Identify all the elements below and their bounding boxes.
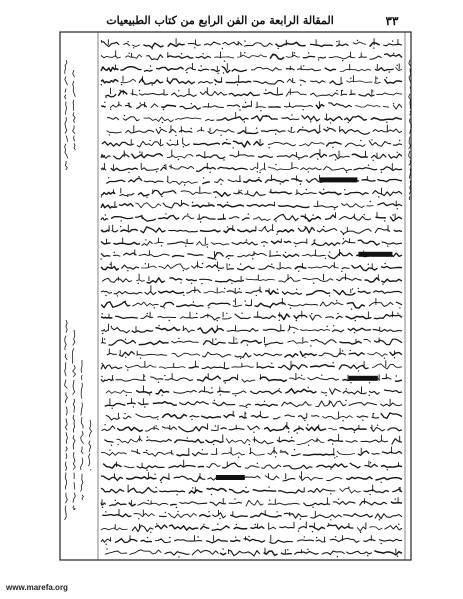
manuscript-line — [101, 50, 402, 61]
margin-note — [73, 70, 76, 150]
manuscript-line — [101, 471, 402, 483]
manuscript-line — [102, 138, 402, 149]
manuscript-line — [106, 411, 402, 422]
manuscript-line — [106, 175, 402, 186]
manuscript-line — [101, 497, 402, 508]
manuscript-line — [101, 522, 402, 534]
page-header: المقالة الرابعة من الفن الرابع من كتاب الطبيعيات — [106, 14, 334, 27]
manuscript-line — [101, 373, 402, 384]
margin-note — [65, 320, 68, 520]
manuscript-line — [101, 285, 402, 296]
manuscript-line — [102, 274, 402, 285]
manuscript-line — [107, 112, 402, 123]
manuscript-line — [101, 360, 402, 371]
page-number: ٣٣ — [385, 14, 399, 28]
manuscript-line — [105, 87, 402, 98]
watermark: www.marefa.org — [6, 583, 68, 592]
manuscript-line — [101, 101, 402, 112]
manuscript-line — [101, 186, 402, 198]
emphasized-word — [216, 475, 245, 480]
emphasized-word — [359, 252, 393, 257]
margin-note — [81, 360, 84, 500]
manuscript-line — [101, 485, 402, 496]
manuscript-line — [101, 75, 402, 86]
manuscript-line — [101, 38, 402, 49]
manuscript-line — [101, 337, 402, 347]
margin-note — [89, 420, 92, 470]
manuscript-line — [101, 149, 402, 161]
page-border — [60, 32, 411, 560]
manuscript-line — [101, 63, 402, 74]
manuscript-line — [107, 125, 402, 136]
manuscript-line — [105, 398, 402, 409]
emphasized-word — [320, 177, 358, 182]
manuscript-line — [101, 535, 402, 545]
manuscript-line — [101, 237, 402, 247]
margin-note — [65, 60, 68, 170]
manuscript-line — [105, 548, 402, 558]
manuscript-line — [107, 348, 402, 359]
margin-notes — [65, 60, 412, 520]
emphasized-word — [349, 376, 378, 381]
manuscript-line — [106, 386, 402, 397]
manuscript-line — [103, 460, 402, 471]
manuscript-line — [101, 200, 402, 210]
manuscript-line — [102, 509, 402, 520]
manuscript-line — [102, 422, 402, 434]
manuscript-line — [101, 324, 402, 335]
manuscript-text-block — [100, 38, 402, 558]
manuscript-line — [104, 434, 402, 446]
manuscript-line — [101, 311, 402, 322]
manuscript-line — [101, 224, 402, 235]
manuscript-line — [101, 212, 402, 223]
manuscript-line — [101, 447, 402, 459]
manuscript-line — [100, 249, 402, 260]
manuscript-line — [101, 162, 402, 173]
margin-note — [73, 330, 76, 510]
manuscript-line — [101, 261, 402, 272]
manuscript-line — [101, 298, 402, 310]
